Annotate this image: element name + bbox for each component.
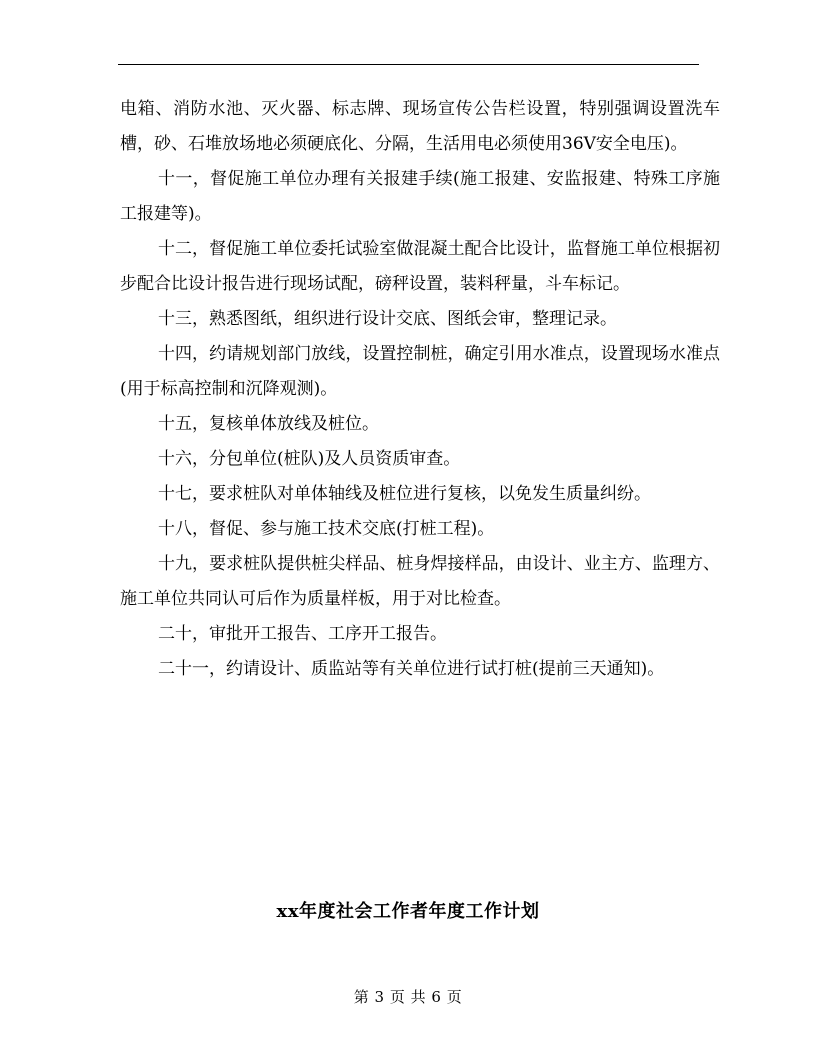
paragraph: 十六，分包单位(桩队)及人员资质审查。 — [158, 449, 461, 469]
paragraph: 十二，督促施工单位委托试验室做混凝土配合比设计，监督施工单位根据初步配合比设计报告进行现场试配，磅秤设置，装料秤量，斗车标记。 — [120, 239, 720, 294]
paragraph: 十八，督促、参与施工技术交底(打桩工程)。 — [158, 519, 495, 539]
paragraph: 十九，要求桩队提供桩尖样品、桩身焊接样品，由设计、业主方、监理方、施工单位共同认可后作为质量样板，用于对比检查。 — [120, 554, 720, 609]
document-body — [120, 92, 720, 687]
paragraph: 十四，约请规划部门放线，设置控制桩，确定引用水准点，设置现场水准点(用于标高控制和沉降观测)。 — [120, 344, 720, 399]
paragraph: 二十，审批开工报告、工序开工报告。 — [158, 624, 447, 644]
next-section-title: xx年度社会工作者年度工作计划 — [276, 901, 540, 922]
paragraph: 十七，要求桩队对单体轴线及桩位进行复核，以免发生质量纠纷。 — [158, 484, 651, 504]
paragraph: 电箱、消防水池、灭火器、标志牌、现场宣传公告栏设置，特别强调设置洗车槽，砂、石堆放场地必须硬底化、分隔，生活用电必须使用36V安全电压)。 — [120, 99, 720, 154]
paragraph: 十五，复核单体放线及桩位。 — [158, 414, 379, 434]
paragraph: 二十一，约请设计、质监站等有关单位进行试打桩(提前三天通知)。 — [158, 659, 665, 679]
page-number-footer: 第 3 页 共 6 页 — [353, 988, 463, 1006]
paragraph: 十一，督促施工单位办理有关报建手续(施工报建、安监报建、特殊工序施工报建等)。 — [120, 169, 720, 224]
header-rule — [118, 64, 699, 65]
paragraph: 十三，熟悉图纸，组织进行设计交底、图纸会审，整理记录。 — [158, 309, 617, 329]
